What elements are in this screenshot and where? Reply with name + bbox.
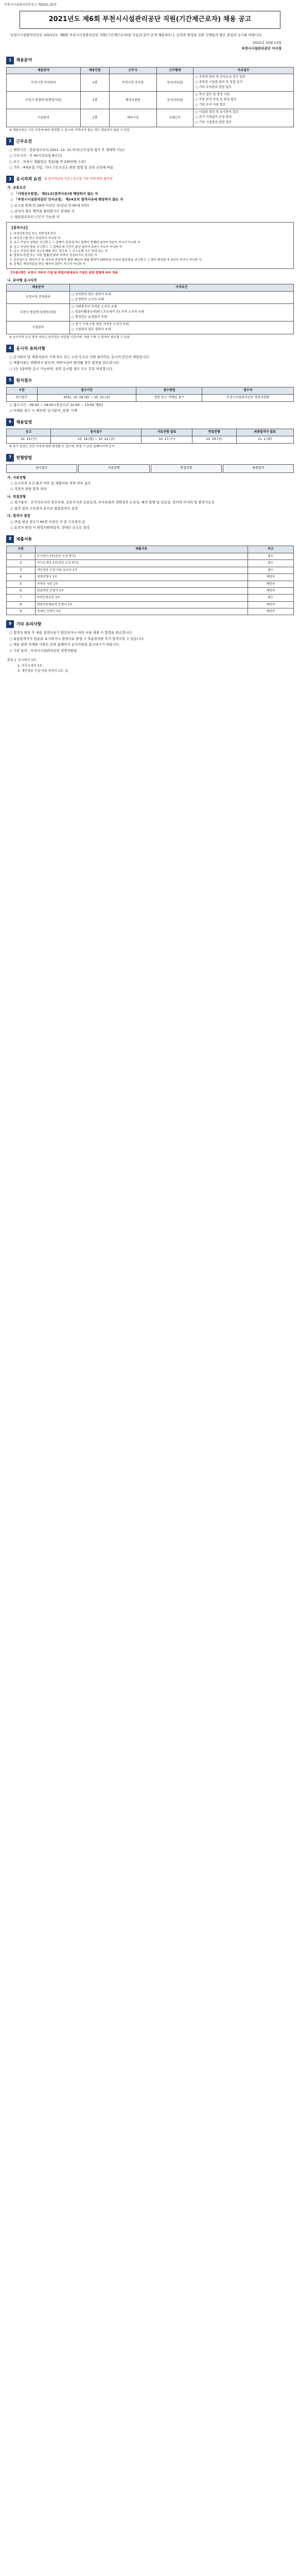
list-item: ○ 적격자 전원 합격 처리 (10, 487, 47, 492)
qual-field-table (6, 284, 294, 334)
table-cell: 자기소개서 1부(공단 소정 양식) (35, 560, 248, 567)
table-header: 채용분야 (7, 67, 81, 74)
duty-line: ○ 각종 문서 작성 및 관리 업무 (195, 98, 237, 102)
qual-bottom-note: ※ 응시자격 요건 충족 여부는 원서접수 마감일 기준이며, 허위 기재 시 합격이 취소될 수 있음 (9, 335, 130, 339)
section-4-header (6, 345, 296, 352)
table-cell (69, 304, 293, 321)
table-header: 최종합격자 발표 (236, 429, 293, 436)
section-3-header (6, 176, 296, 183)
disqualification-box (6, 222, 294, 269)
table-header: 면접전형 (192, 429, 236, 436)
section-label: 전형방법 (16, 455, 32, 460)
table-cell: 자격증 사본 1부 (35, 581, 248, 587)
table-cell: 필수 (248, 553, 293, 560)
req-line: ○ 시설관리 업무 경력자 우대 (71, 328, 111, 332)
table-cell: 행정지원팀 (109, 92, 156, 109)
attachment-line: 3. 개인정보 수집·이용 동의서 1부. 끝. (17, 669, 69, 673)
table-cell: 10. 13.(수) (7, 436, 51, 443)
table-cell: 체육시설 (109, 109, 156, 127)
attachments (7, 658, 293, 674)
table-cell (69, 321, 293, 334)
table-row (7, 109, 294, 127)
subsection-title: 나. 면접전형 (7, 494, 26, 499)
list-item: ○ 접수시간 : 09:00 ~ 18:00 (점심시간 12:00 ~ 13:00 제외) (9, 402, 103, 407)
signer: 부천시시설관리공단 이사장 (241, 46, 281, 51)
table-cell (193, 92, 294, 109)
docs-table (6, 546, 294, 615)
section-label: 채용일정 (16, 420, 32, 425)
list-item: ○ 채용 관련 자세한 사항은 공단 홈페이지 공지사항을 참고하시기 바랍니다. (9, 642, 120, 647)
table-row (7, 553, 294, 560)
table-cell: 1명 (80, 74, 109, 92)
table-row (7, 574, 294, 581)
duty-line: ○ 기타 주차관리 관련 업무 (195, 85, 232, 89)
qual-common-list (10, 192, 293, 220)
list-item: ○ 「지방공무원법」 제31조(결격사유)에 해당하지 않는 자 (10, 191, 98, 196)
list-item: ○ 최종합격자가 임용을 포기하거나 결격사유 발생 시 차순위자를 추가 합격시킬 수 있습니다. (9, 636, 145, 641)
table-cell: 개인정보 수집·이용 동의서 1부 (35, 567, 248, 573)
section-5-header (6, 377, 296, 384)
section-8-header (6, 535, 296, 543)
section-label: 채용분야 (16, 58, 32, 63)
table-cell: 6 (7, 587, 36, 594)
table-row (7, 608, 294, 615)
table-header: 서류전형 발표 (142, 429, 192, 436)
table-cell: 3 (7, 567, 36, 573)
table-cell: 해당자 (248, 608, 293, 615)
table-cell: 취업지원대상자 증명서 1부 (35, 601, 248, 608)
duty-line: ○ 기타 시설관리 관련 업무 (195, 120, 232, 124)
section-7-header (6, 454, 296, 462)
table-header: 근무지 (109, 67, 156, 74)
table-header: 근무형태 (156, 67, 193, 74)
table-cell: 응시원서 1부(공단 소정 양식) (35, 553, 248, 560)
list-item: ○ 평정 결과 고득점자 순으로 최종합격자 결정 (10, 506, 78, 511)
list-item: ○ 동점자 발생 시 취업지원대상자, 장애인 순으로 결정 (10, 525, 90, 530)
list-item: ○ 응시원서 및 제출서류의 기재 착오 또는 누락 등으로 인한 불이익은 응시자 본인의 책임입니다. (9, 355, 150, 360)
subsection-title: 가. 서류전형 (7, 475, 26, 480)
table-cell: 1 (7, 553, 36, 560)
table-header: 주요업무 (193, 67, 294, 74)
flow-step: 원서접수 (6, 464, 77, 473)
section-number: 1 (6, 57, 14, 64)
list-item: ○ 공고일 현재 만 18세 이상인 자(정년 만 60세 미만) (10, 203, 89, 208)
list-item: ○ 근무시간 : 주 40시간(1일 8시간) (9, 154, 62, 158)
table-row (7, 394, 294, 401)
table-row (7, 92, 294, 109)
announcement-page (0, 0, 300, 685)
table-cell: 11. 2.(화) (236, 436, 293, 443)
duty-line: ○ 주차장 시설물 관리 및 청결 유지 (195, 80, 243, 84)
method-list (10, 481, 293, 492)
list-item: ○ 합격자 발표 후 채용 결격사유가 발견되거나 허위 서류 제출 시 합격을 취소합니다. (9, 631, 133, 635)
list-item: ○ 1인 1분야만 응시 가능하며, 중복 응시할 경우 모두 무효 처리합니다. (9, 366, 113, 371)
apply-table (6, 387, 294, 401)
table-header: 접수기간 (37, 387, 136, 395)
notice-number: 부천시시설관리공단공고 제2021-25호 (4, 3, 57, 7)
table-cell: 2 (7, 560, 36, 567)
req-line: ○ 운전면허 소지자 우대 (71, 297, 104, 301)
table-header: 접수처 (202, 387, 294, 395)
apply-notes (9, 403, 293, 414)
table-row (7, 601, 294, 608)
list-item: ○ 제출서류는 반환하지 않으며, 허위사실이 발견될 경우 합격을 취소합니다. (9, 361, 120, 365)
section-label: 제출서류 (16, 537, 32, 542)
subsection-title: 가. 공통요건 (7, 185, 26, 190)
section-9-header (6, 620, 296, 628)
list-item: ○ 남자의 경우 병역을 필하였거나 면제된 자 (10, 209, 75, 214)
list-item: 7. 공무원으로 재직기간 중 직무와 관련하여 횡령·배임의 죄를 범하여 300만원 이상의 벌금형을 선고받고 그 형이 확정된 후 2년이 지나지 아니한 자 (10, 258, 202, 262)
section-number: 8 (6, 535, 14, 543)
list-item: ○ 기타 : 4대보험 가입, 기타 근로조건은 관련 법령 및 공단 규정에 따름 (9, 165, 114, 170)
table-row (7, 595, 294, 601)
table-header: 공고 (7, 429, 51, 436)
table-header: 자격요건 (69, 284, 293, 292)
box-title: 【결격사유】 (10, 225, 30, 230)
section-label: 기타 유의사항 (16, 622, 42, 627)
table-row (7, 321, 294, 334)
attachment-line: 2. 자기소개서 1부. (17, 664, 44, 668)
table-cell: 방문 또는 이메일 접수 (136, 394, 202, 401)
list-item: ○ 채용일로부터 근무가 가능한 자 (10, 215, 60, 219)
table-row (7, 587, 294, 594)
list-item: ○ 면접 평균 점수가 60점 이상인 자 중 고득점자 순 (10, 519, 85, 524)
flow-step: 최종합격 (223, 464, 294, 473)
req-line: ○ 전기·기계·소방 관련 자격증 소지자 우대 (71, 323, 129, 327)
table-cell: 부천시청 주차관리 (7, 74, 81, 92)
duty-line: ○ 시설물 점검 및 유지관리 업무 (195, 110, 239, 114)
list-item: 1. 피성년후견인 또는 피한정후견인 (10, 232, 56, 236)
table-cell: 해당자 (248, 581, 293, 587)
table-cell: 원서접수 (7, 394, 38, 401)
table-cell: 시설관리 (7, 109, 81, 127)
req-line: ○ 주차관리 업무 경력자 우대 (71, 292, 111, 296)
recruit-table (6, 67, 294, 127)
table-row (7, 567, 294, 573)
notice-list (9, 355, 293, 371)
qual-red-note: 【가점사항】 부천시 거주자 가점 및 취업지원대상자 가점은 관련 법령에 따라 적용 (9, 272, 118, 275)
table-header: 비고 (248, 546, 293, 553)
duty-line: ○ 복지 업무 및 행정 지원 (195, 93, 230, 97)
work-conditions-list (9, 148, 293, 171)
section-label: 응시자격 요건 (16, 177, 42, 182)
table-header: 구분 (7, 546, 36, 553)
section-number: 3 (6, 176, 14, 183)
list-item: 8. 징계로 해임처분을 받은 때부터 3년이 지나지 아니한 자 (10, 263, 86, 266)
table-cell: 최종학력 증명서 1부 (35, 587, 248, 594)
flow-step: 서류전형 (78, 464, 149, 473)
table-cell: 부천시 통합복지(행정지원) (7, 92, 81, 109)
table-cell: 해당자 (248, 587, 293, 594)
table-row (7, 436, 294, 443)
recruit-note: ※ 채용인원은 기관 사정에 따라 변경될 수 있으며, 적격자가 없는 경우 채용하지 않을 수 있음 (9, 128, 130, 132)
section-note: ※ 접수마감일 기준 / 공고일 기준 이력 변동 불인정 (44, 177, 113, 181)
table-header: 채용분야 (7, 284, 70, 292)
list-item: ○ 보수 : 부천시 생활임금 적용(월 약 230만원 수준) (9, 159, 86, 164)
list-item: ○ 이메일 접수 시 제목에 '응시분야_성명' 기재 (9, 408, 77, 413)
list-item: 6. 법원의 판결 또는 다른 법률에 따라 자격이 상실되거나 정지된 자 (10, 254, 97, 258)
table-header: 원서접수 (51, 429, 142, 436)
section-number: 6 (6, 418, 14, 426)
list-item: ○ 계약기간 : 임용일로부터 2021. 12. 31.까지(근무성적 평가 후 재계약 가능) (9, 147, 125, 152)
table-cell: 경력증명서 1부 (35, 574, 248, 581)
announcement-date: 2021년 10월 13일 (252, 40, 281, 45)
table-row (7, 304, 294, 321)
table-row (7, 291, 294, 303)
table-header: 제출서류 (35, 546, 248, 553)
duty-line: ○ 기타 부서 지원 업무 (195, 103, 226, 107)
table-cell: 교대근무 (156, 109, 193, 127)
table-header: 구분 (7, 387, 38, 395)
table-cell: 상시(주5일) (156, 74, 193, 92)
req-line: ○ 컴퓨터활용능력(워드프로세서 등) 자격 소지자 우대 (71, 310, 144, 314)
section-label: 응시자 유의사항 (16, 346, 46, 351)
section-number: 9 (6, 620, 14, 628)
table-cell: 9 (7, 608, 36, 615)
table-row (7, 560, 294, 567)
req-line: ○ 사회복지사 자격증 소지자 우대 (71, 305, 117, 309)
section-number: 7 (6, 454, 14, 462)
table-row (7, 581, 294, 587)
table-cell: 주민등록등본 1부 (35, 595, 248, 601)
list-item: ○ 기타 문의 : 부천시시설관리공단 경영지원팀 (9, 648, 77, 653)
flow-step: 면접전형 (151, 464, 222, 473)
list-item: ○ 「부천시시설관리공단 인사규정」 제14조의 결격사유에 해당하지 않는 자 (10, 197, 123, 202)
table-cell (193, 74, 294, 92)
table-header: 접수방법 (136, 387, 202, 395)
table-cell: 필수 (248, 567, 293, 573)
table-cell: 시설관리 (7, 321, 70, 334)
list-item: 3. 금고 이상의 실형을 선고받고 그 집행이 종료되거나 집행이 면제된 날부터 5년이 지나지 아니한 자 (10, 241, 140, 245)
table-row (7, 74, 294, 92)
schedule-note: ※ 상기 일정은 공단 사정에 따라 변경될 수 있으며, 변경 시 공단 홈페이지에 공지 (9, 445, 115, 448)
duty-line: ○ 전기·기계설비 운영 관리 (195, 115, 232, 120)
method-flow (6, 464, 294, 473)
table-cell: 필수 (248, 595, 293, 601)
list-item: ○ 평가항목 : 공직자로서의 정신자세, 전문지식과 응용능력, 의사표현의 정확성과 논리성, 예의·품행 및 성실성, 창의력·의지력 및 발전가능성 (10, 500, 215, 505)
section-1-header (6, 57, 296, 64)
schedule-table (6, 429, 294, 443)
etc-list (9, 631, 293, 653)
table-cell: 10. 29.(금) (192, 436, 236, 443)
table-cell: 부천시시설관리공단 경영지원팀 (202, 394, 294, 401)
table-cell: 부천시 통합복지(행정지원) (7, 304, 70, 321)
section-label: 근무조건 (16, 139, 32, 144)
table-cell: 5 (7, 581, 36, 587)
method-list (10, 520, 293, 531)
table-cell: 부천시청 주차장 (109, 74, 156, 92)
table-cell: 2021. 10. 18.(월) ~ 10. 22.(금) (37, 394, 136, 401)
list-item: ○ 응시자격 요건 충족 여부 및 제출서류 적격 여부 심사 (10, 481, 91, 486)
table-cell: 장애인 증명서 1부 (35, 608, 248, 615)
duty-line: ○ 주차장 관리 및 주차요금 징수 업무 (195, 75, 246, 79)
table-cell: 7 (7, 595, 36, 601)
section-number: 2 (6, 138, 14, 145)
table-cell: 4 (7, 574, 36, 581)
table-cell: 해당자 (248, 601, 293, 608)
list-item: 4. 금고 이상의 형을 선고받고 그 집행유예 기간이 끝난 날부터 2년이 지나지 아니한 자 (10, 245, 122, 249)
table-cell: 10. 18.(월) ~ 10. 22.(금) (51, 436, 142, 443)
method-list (10, 500, 293, 511)
table-cell: 부천시청 주차관리 (7, 291, 70, 303)
table-cell: 1명 (80, 92, 109, 109)
table-cell: 10. 27.(수) (142, 436, 192, 443)
list-item: 2. 파산선고를 받고 복권되지 아니한 자 (10, 236, 61, 240)
section-number: 5 (6, 377, 14, 384)
intro-text: 부천시시설관리공단은 2021년도 제6회 부천시시설관리공단 직원(기간제근로자)을 다음과 같이 공개 채용하오니, 능력과 열정을 갖춘 인재들의 많은 관심과 응시를 바랍니다. (10, 32, 262, 37)
table-cell: 상시(주5일) (156, 92, 193, 109)
table-cell (69, 291, 293, 303)
attachment-line: 붙임 1. 응시원서 1부. (7, 658, 37, 663)
page-title: 2021년도 제6회 부천시시설관리공단 직원(기간제근로자) 채용 공고 (20, 11, 280, 29)
list-item: 5. 금고 이상의 형의 선고유예를 받은 경우에 그 선고유예 기간 중에 있는 자 (10, 249, 108, 253)
section-number: 4 (6, 345, 14, 352)
table-header: 채용인원 (80, 67, 109, 74)
table-cell: 해당자 (248, 574, 293, 581)
subsection-title: 다. 합격자 결정 (7, 514, 30, 518)
subsection-title: 나. 분야별 응시자격 (7, 278, 37, 282)
table-cell: 1명 (80, 109, 109, 127)
section-label: 원서접수 (16, 378, 32, 383)
section-6-header (6, 418, 296, 426)
table-cell (193, 109, 294, 127)
req-line: ○ 행정업무 유경험자 우대 (71, 315, 107, 319)
section-2-header (6, 138, 296, 145)
table-cell: 8 (7, 601, 36, 608)
table-cell: 필수 (248, 560, 293, 567)
